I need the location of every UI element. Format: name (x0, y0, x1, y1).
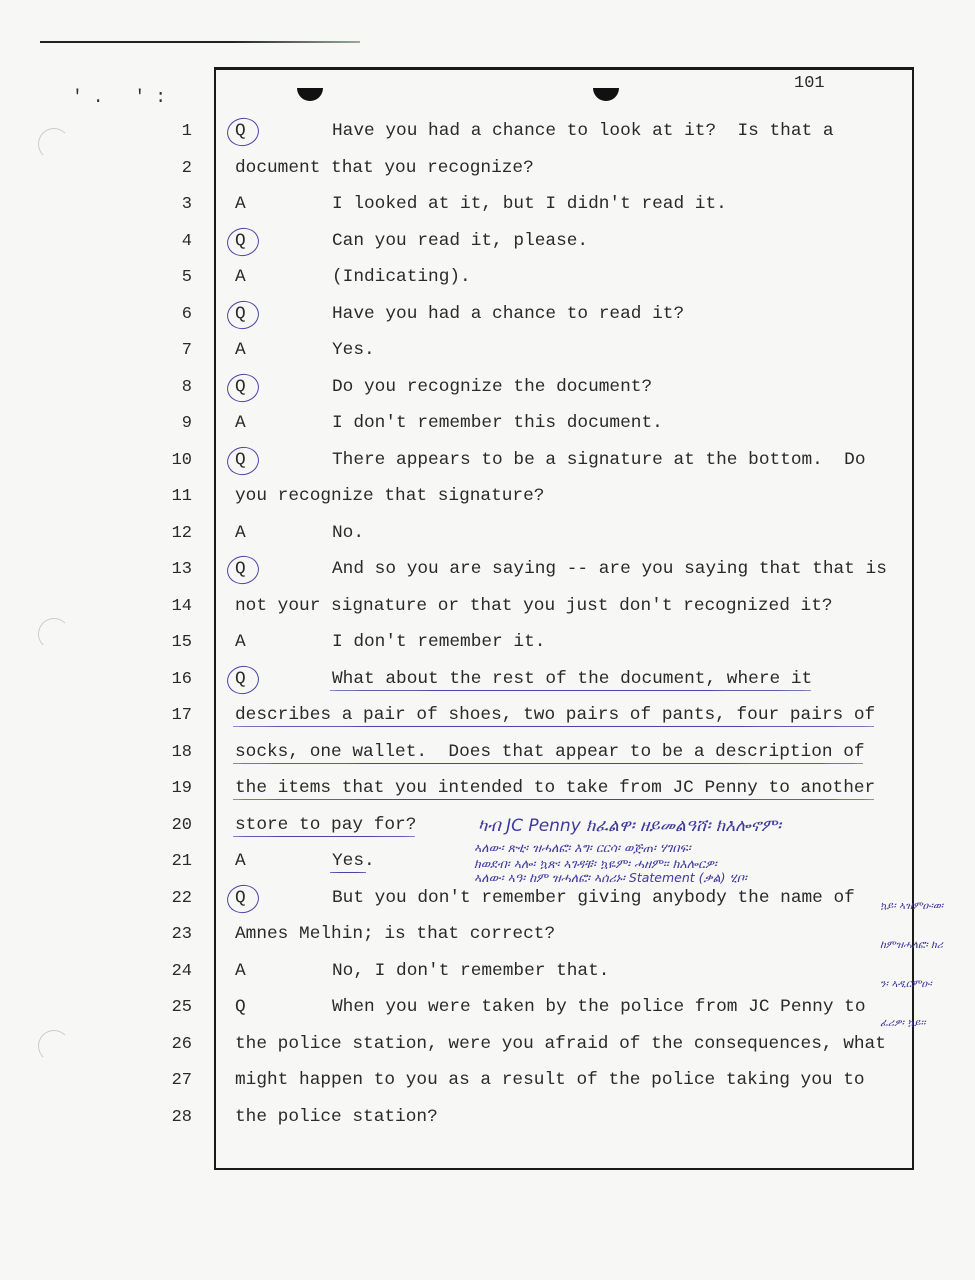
margin-marks: '. ': (72, 88, 177, 108)
line-number: 5 (181, 268, 192, 287)
speaker-label: A (235, 413, 246, 433)
transcript-text: But you don't remember giving anybody the name of (332, 887, 855, 908)
line-number: 4 (181, 231, 192, 251)
speaker-label: Q (235, 887, 246, 908)
punch-hole-shadow (38, 128, 70, 160)
transcript-text: What about the rest of the document, where it (332, 668, 813, 689)
transcript-text: I looked at it, but I didn't read it. (332, 194, 727, 214)
speaker-label: Q (235, 668, 246, 689)
line-number: 12 (171, 523, 192, 543)
line-number: 14 (171, 596, 192, 616)
transcript-text: might happen to you as a result of the police taking you to (235, 1070, 865, 1090)
speaker-label: A (235, 267, 246, 287)
transcript-text: document that you recognize? (235, 157, 534, 178)
transcript-text: you recognize that signature? (235, 486, 545, 506)
transcript-text: the items that you intended to take from JC Penny to another (235, 778, 876, 798)
transcript-text: I don't remember this document. (332, 413, 663, 433)
handwritten-note-line: ካብ JC Penny ክፈልዋ፡ ዘይመልዓሸ፡ ክእሎኖም፡ (478, 816, 782, 836)
speaker-label: A (235, 340, 246, 360)
transcript-text: Yes. (332, 851, 375, 871)
handwritten-note-line: ኣለው፡ ጽቲ፡ ዝሓለፎ፡ እግ፡ ርርሳ፡ ወጅጠ፡ ሃገበፍ፡ (474, 840, 691, 855)
transcript-text: socks, one wallet. Does that appear to be a description of (235, 741, 865, 762)
line-number: 1 (181, 122, 192, 141)
line-number: 8 (181, 377, 192, 397)
line-number: 13 (171, 560, 192, 579)
page-number: 101 (794, 74, 825, 93)
speaker-label: Q (235, 121, 246, 141)
line-number: 7 (181, 341, 192, 360)
line-number: 18 (171, 742, 192, 762)
transcript-text: not your signature or that you just don't recognized it? (235, 595, 833, 616)
transcript-text: store to pay for? (235, 814, 417, 835)
pen-underline (330, 690, 811, 691)
speaker-label: A (235, 522, 246, 543)
line-number: 6 (181, 304, 192, 324)
speaker-label: Q (235, 559, 246, 579)
line-number: 10 (171, 450, 192, 470)
handwritten-margin-line: ን፡ ኣዲርምዑ፡ (880, 978, 932, 990)
handwritten-margin-line: ኳይ፡ ኣዝምዑ፡ወ፡ (880, 900, 944, 912)
punch-hole-shadow (38, 1030, 70, 1062)
transcript-text: No. (332, 522, 365, 543)
line-number: 15 (171, 633, 192, 652)
transcript-text: No, I don't remember that. (332, 960, 610, 981)
transcript-text: the police station? (235, 1106, 438, 1127)
speaker-label: A (235, 632, 246, 652)
transcript-text: (Indicating). (332, 267, 471, 287)
speaker-label: A (235, 194, 246, 214)
transcript-text: Yes. (332, 340, 375, 360)
punch-hole-shadow (38, 618, 70, 650)
line-number: 22 (171, 888, 192, 908)
transcript-text: Can you read it, please. (332, 230, 589, 251)
speaker-label: A (235, 851, 246, 871)
handwritten-margin-line: ከምዝሓለፎ፡ ክሪ (880, 939, 943, 951)
transcript-text: Do you recognize the document? (332, 376, 653, 397)
transcript-text: Amnes Melhin; is that correct? (235, 924, 556, 944)
line-number: 28 (171, 1107, 192, 1127)
pen-underline (233, 763, 863, 764)
line-number: 16 (171, 669, 192, 689)
speaker-label: A (235, 960, 246, 981)
line-number: 9 (181, 414, 192, 433)
transcript-text: And so you are saying -- are you saying that that is (332, 559, 887, 579)
speaker-label: Q (235, 376, 246, 397)
header-rule (40, 41, 360, 43)
line-number: 19 (171, 779, 192, 798)
line-number: 20 (171, 815, 192, 835)
speaker-label: Q (235, 230, 246, 251)
transcript-text: Have you had a chance to read it? (332, 303, 685, 324)
transcript-text: the police station, were you afraid of the consequences, what (235, 1033, 886, 1054)
speaker-label: Q (235, 997, 246, 1017)
speaker-label: Q (235, 303, 246, 324)
transcript-text: I don't remember it. (332, 632, 546, 652)
line-number: 17 (171, 706, 192, 725)
transcript-text: When you were taken by the police from JC Penny to (332, 997, 866, 1017)
handwritten-note-line: ኣለው፡ ኣዓ፡ ከም ዝሓለፎ፡ ኣሰሪኑ፡ Statement (ቃል) ሂቦ፡ (474, 870, 747, 885)
transcript-text: Have you had a chance to look at it? Is that a (332, 121, 834, 141)
line-number: 25 (171, 998, 192, 1017)
transcript-text: describes a pair of shoes, two pairs of pants, four pairs of (235, 705, 876, 725)
handwritten-note-line: ክወደብ፡ ኣሎ፡ ኳጽ፡ ኣገዳቹ፡ ኳዬም፡ ሓዘም፡፡ ክእሎርዎ፡ (474, 856, 717, 871)
line-number: 21 (171, 852, 192, 871)
handwritten-margin-note (880, 874, 943, 1043)
line-number: 3 (181, 195, 192, 214)
line-number: 24 (171, 961, 192, 981)
speaker-label: Q (235, 449, 246, 470)
transcript-text: There appears to be a signature at the bottom. Do (332, 449, 866, 470)
line-number: 2 (181, 158, 192, 178)
line-number: 23 (171, 925, 192, 944)
line-number: 11 (171, 487, 192, 506)
line-number: 26 (171, 1034, 192, 1054)
pen-underline (233, 836, 415, 837)
line-number: 27 (171, 1071, 192, 1090)
handwritten-margin-line: ፈሪዎ፡ ኳይ፡፡ (880, 1017, 926, 1029)
